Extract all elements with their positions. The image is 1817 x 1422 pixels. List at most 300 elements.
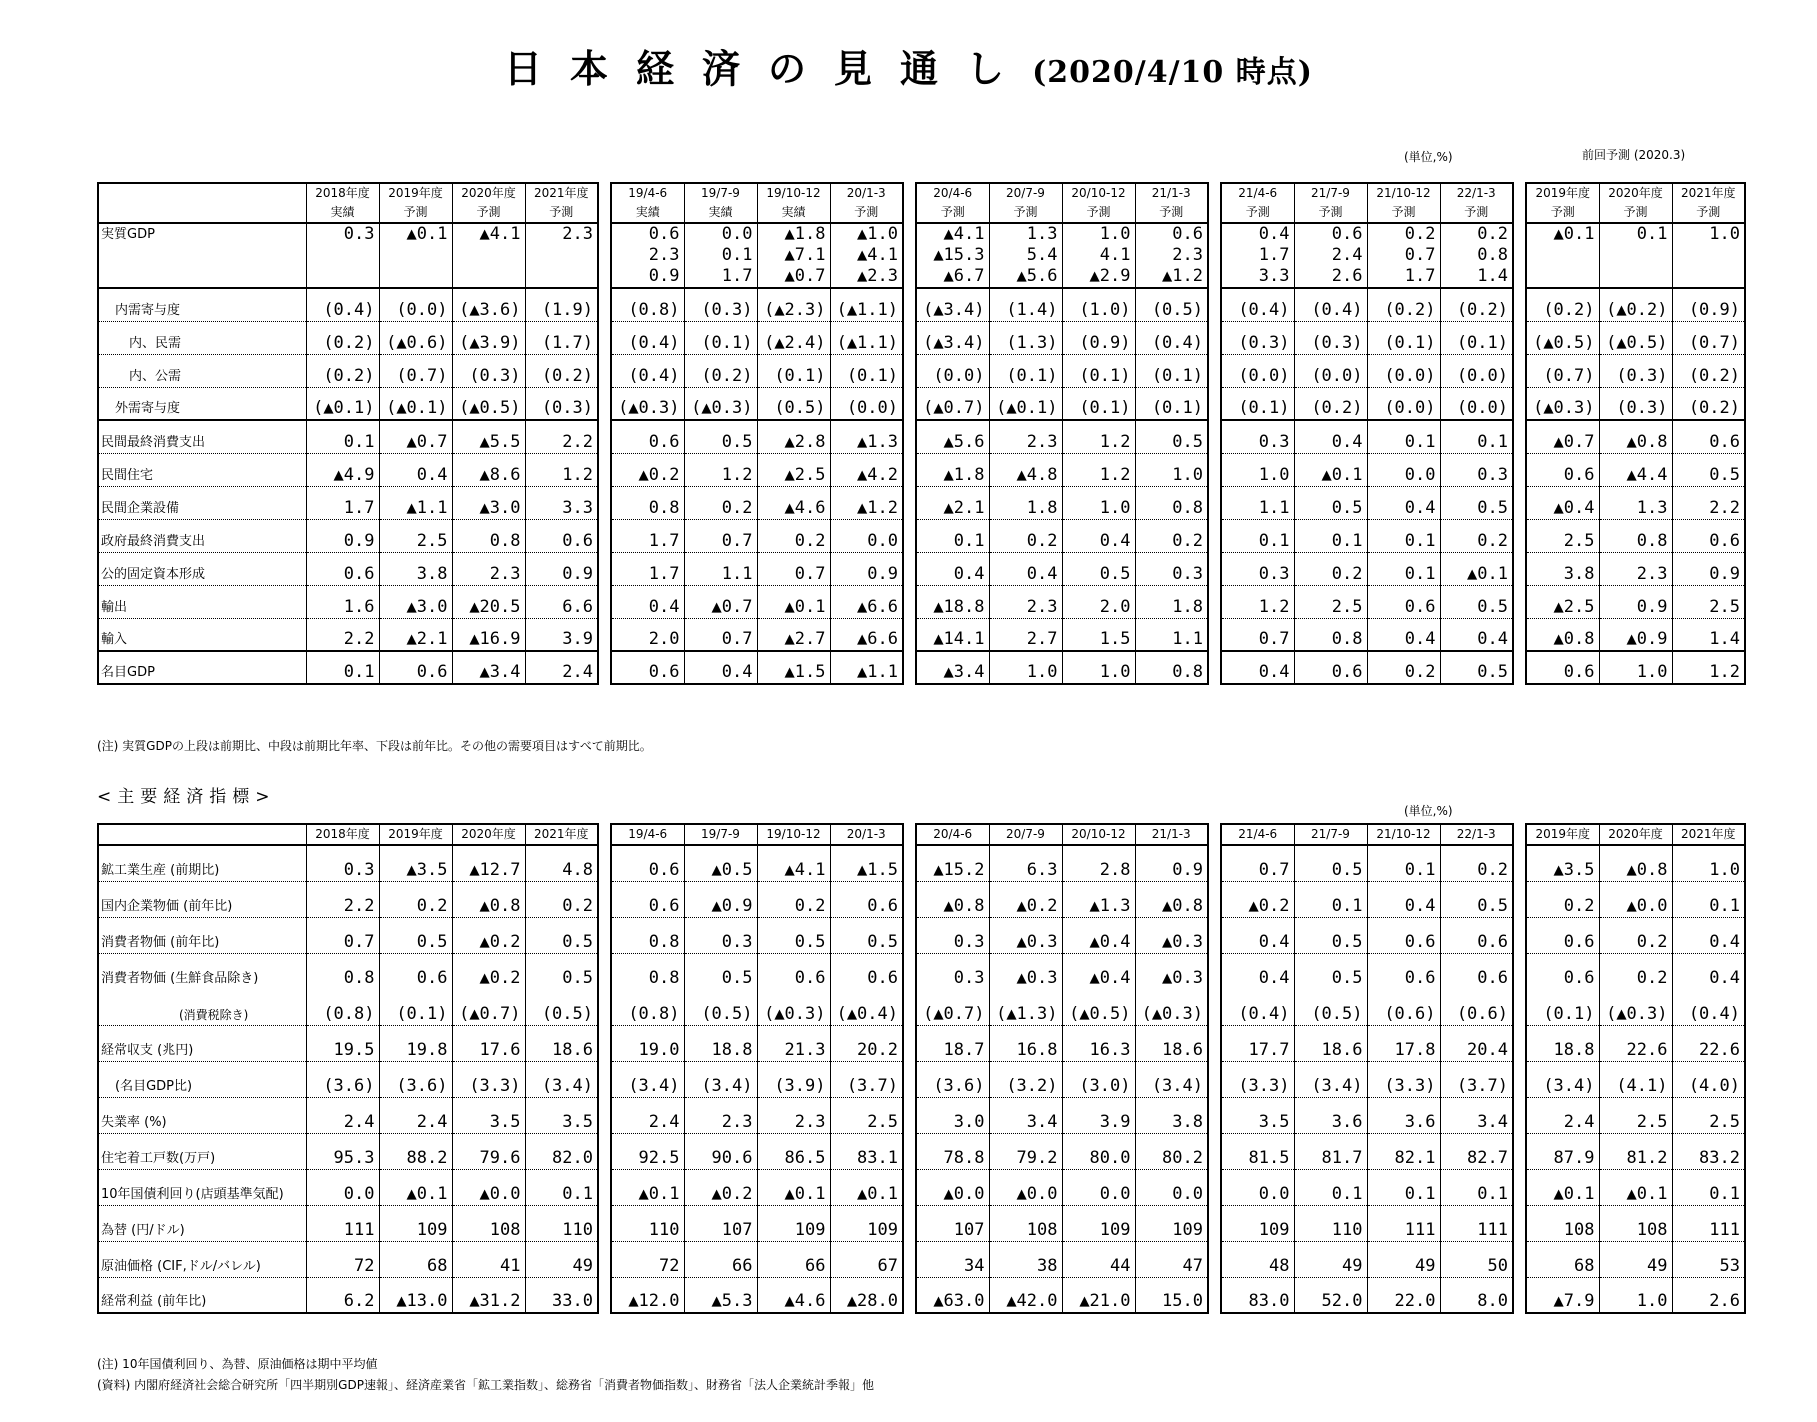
cell-value: 0.0 (1062, 1169, 1135, 1205)
cell-value: 0.9 (830, 552, 903, 585)
group-gap (1513, 953, 1526, 989)
cell-value: ▲28.0 (830, 1277, 903, 1313)
row-label: 経常収支 (兆円) (98, 1025, 306, 1061)
group-gap (1513, 1169, 1526, 1205)
cell-value: (3.9) (757, 1061, 830, 1097)
column-header: 19/4-6 (611, 824, 684, 845)
cell-value: (0.8) (611, 288, 684, 321)
cell-value: 4.8 (525, 845, 598, 881)
column-header-type: 予測 (1013, 205, 1038, 219)
cell-value: 0.6 (1672, 519, 1745, 552)
cell-value: 38 (989, 1241, 1062, 1277)
cell-value: 95.3 (306, 1133, 379, 1169)
cell-value: 20.4 (1440, 1025, 1513, 1061)
cell-value: 0.5 (1294, 486, 1367, 519)
group-gap (598, 1277, 611, 1313)
group-gap (598, 266, 611, 288)
column-header (989, 183, 1062, 223)
cell-value (379, 266, 452, 288)
cell-value: 1.1 (684, 552, 757, 585)
cell-value: 2.3 (452, 552, 525, 585)
cell-value: 0.6 (611, 223, 684, 245)
group-gap (1208, 845, 1221, 881)
cell-value: 109 (1062, 1205, 1135, 1241)
column-header-period: 20/10-12 (1071, 186, 1126, 200)
cell-value: ▲0.2 (684, 1169, 757, 1205)
column-header: 21/1-3 (1135, 824, 1208, 845)
group-gap (1513, 420, 1526, 453)
group-gap (598, 288, 611, 321)
cell-value: ▲3.5 (379, 845, 452, 881)
cell-value: 0.8 (611, 486, 684, 519)
group-gap (1513, 618, 1526, 651)
group-gap (1208, 552, 1221, 585)
group-gap (1208, 420, 1221, 453)
cell-value: (0.3) (452, 354, 525, 387)
column-header: 20/7-9 (989, 824, 1062, 845)
cell-value: 22.6 (1599, 1025, 1672, 1061)
cell-value: 0.6 (379, 953, 452, 989)
cell-value: 0.4 (1672, 917, 1745, 953)
cell-value: (0.4) (306, 288, 379, 321)
cell-value: 48 (1221, 1241, 1294, 1277)
cell-value: 88.2 (379, 1133, 452, 1169)
cell-value: 0.9 (306, 519, 379, 552)
cell-value: (0.4) (1294, 288, 1367, 321)
cell-value: (0.0) (830, 387, 903, 420)
group-gap (903, 585, 916, 618)
cell-value: (0.1) (1526, 989, 1599, 1025)
cell-value: (▲0.3) (757, 989, 830, 1025)
cell-value: (0.4) (1672, 989, 1745, 1025)
cell-value: 0.1 (525, 1169, 598, 1205)
cell-value: ▲1.8 (916, 453, 989, 486)
cell-value: 34 (916, 1241, 989, 1277)
cell-value: (▲3.4) (916, 288, 989, 321)
cell-value: 1.3 (1599, 486, 1672, 519)
cell-value: ▲0.2 (989, 881, 1062, 917)
group-gap (1208, 245, 1221, 266)
cell-value: 0.8 (1294, 618, 1367, 651)
cell-value: ▲0.1 (830, 1169, 903, 1205)
cell-value: 66 (684, 1241, 757, 1277)
group-gap (903, 245, 916, 266)
table-row (98, 953, 1745, 989)
row-label: 為替 (円/ドル) (98, 1205, 306, 1241)
table-row (98, 1025, 1745, 1061)
column-header-period: 19/7-9 (701, 186, 740, 200)
row-label: 原油価格 (CIF,ドル/バレル) (98, 1241, 306, 1277)
cell-value: (0.4) (1135, 321, 1208, 354)
cell-value: (▲0.3) (1135, 989, 1208, 1025)
column-header-type: 実績 (330, 205, 355, 219)
cell-value: (▲0.5) (1526, 321, 1599, 354)
cell-value: (▲3.6) (452, 288, 525, 321)
cell-value: 0.5 (1440, 486, 1513, 519)
cell-value: (0.5) (757, 387, 830, 420)
cell-value: 2.3 (611, 245, 684, 266)
group-gap (1208, 288, 1221, 321)
cell-value: 2.3 (1599, 552, 1672, 585)
cell-value: 2.4 (1526, 1097, 1599, 1133)
row-label: (名目GDP比) (98, 1061, 306, 1097)
row-label: 輸出 (98, 585, 306, 618)
table-row (98, 1277, 1745, 1313)
group-gap (903, 183, 916, 223)
cell-value: (0.0) (916, 354, 989, 387)
cell-value: 1.7 (684, 266, 757, 288)
cell-value: (0.5) (525, 989, 598, 1025)
group-gap (1513, 519, 1526, 552)
cell-value: (0.1) (1062, 354, 1135, 387)
group-gap (1208, 618, 1221, 651)
column-header-type: 予測 (1464, 205, 1489, 219)
group-gap (598, 245, 611, 266)
cell-value: 0.4 (1221, 953, 1294, 989)
cell-value (379, 245, 452, 266)
cell-value: 2.4 (1294, 245, 1367, 266)
group-gap (1208, 1133, 1221, 1169)
cell-value: 81.2 (1599, 1133, 1672, 1169)
cell-value: ▲0.7 (684, 585, 757, 618)
cell-value: ▲0.2 (452, 953, 525, 989)
cell-value: (0.2) (1672, 354, 1745, 387)
cell-value: 109 (830, 1205, 903, 1241)
cell-value: 1.7 (1221, 245, 1294, 266)
cell-value: ▲0.8 (1599, 845, 1672, 881)
cell-value: 86.5 (757, 1133, 830, 1169)
cell-value: 0.7 (1221, 845, 1294, 881)
cell-value: 0.9 (1672, 552, 1745, 585)
group-gap (1513, 453, 1526, 486)
cell-value: ▲2.1 (916, 486, 989, 519)
column-header (1062, 183, 1135, 223)
cell-value: 79.2 (989, 1133, 1062, 1169)
column-header-type: 予測 (1318, 205, 1343, 219)
cell-value: ▲0.0 (916, 1169, 989, 1205)
column-header-type: 実績 (635, 205, 660, 219)
column-header (916, 183, 989, 223)
group-gap (598, 486, 611, 519)
cell-value: ▲3.4 (916, 651, 989, 684)
group-gap (598, 845, 611, 881)
cell-value: 0.7 (757, 552, 830, 585)
title-date: (2020/4/10 時点) (1032, 55, 1313, 90)
cell-value: 1.0 (1221, 453, 1294, 486)
cell-value: (3.2) (989, 1061, 1062, 1097)
group-gap (903, 1061, 916, 1097)
cell-value: ▲1.1 (830, 651, 903, 684)
cell-value: 0.1 (1367, 519, 1440, 552)
cell-value: ▲4.2 (830, 453, 903, 486)
group-gap (1208, 1097, 1221, 1133)
group-gap (1208, 1277, 1221, 1313)
cell-value: (3.3) (1367, 1061, 1440, 1097)
header-corner (98, 183, 306, 223)
cell-value: ▲0.1 (379, 223, 452, 245)
cell-value: 79.6 (452, 1133, 525, 1169)
cell-value (306, 266, 379, 288)
cell-value: 0.6 (611, 845, 684, 881)
cell-value (525, 266, 598, 288)
cell-value: 0.6 (1367, 585, 1440, 618)
column-header: 20/4-6 (916, 824, 989, 845)
cell-value: 2.5 (830, 1097, 903, 1133)
cell-value: 0.1 (1221, 519, 1294, 552)
gdp-forecast-table (97, 182, 1746, 685)
cell-value: ▲2.9 (1062, 266, 1135, 288)
column-header-period: 20/7-9 (1006, 186, 1045, 200)
cell-value: 3.6 (1294, 1097, 1367, 1133)
cell-value: ▲0.2 (611, 453, 684, 486)
cell-value: ▲4.1 (452, 223, 525, 245)
cell-value: 0.7 (684, 519, 757, 552)
cell-value: 2.3 (525, 223, 598, 245)
cell-value: 2.2 (525, 420, 598, 453)
column-header-type: 予測 (1086, 205, 1111, 219)
cell-value: 0.1 (1672, 881, 1745, 917)
cell-value: 3.6 (1367, 1097, 1440, 1133)
table-row (98, 989, 1745, 1025)
cell-value: (▲0.3) (611, 387, 684, 420)
column-header: 21/10-12 (1367, 824, 1440, 845)
cell-value: 2.5 (379, 519, 452, 552)
cell-value: ▲21.0 (1062, 1277, 1135, 1313)
cell-value: ▲6.6 (830, 618, 903, 651)
cell-value: 8.0 (1440, 1277, 1513, 1313)
row-label: 公的固定資本形成 (98, 552, 306, 585)
cell-value (1526, 266, 1599, 288)
cell-value: 0.2 (1599, 917, 1672, 953)
cell-value: 1.0 (989, 651, 1062, 684)
cell-value: 0.3 (916, 917, 989, 953)
cell-value: 0.5 (1062, 552, 1135, 585)
column-header-period: 2021年度 (1680, 186, 1736, 200)
cell-value: (0.2) (525, 354, 598, 387)
cell-value: ▲1.3 (830, 420, 903, 453)
cell-value: (0.3) (1221, 321, 1294, 354)
cell-value: ▲0.9 (684, 881, 757, 917)
cell-value: 0.6 (757, 953, 830, 989)
cell-value: 0.3 (1221, 420, 1294, 453)
cell-value: 0.2 (757, 881, 830, 917)
cell-value: (0.5) (1294, 989, 1367, 1025)
cell-value: 16.8 (989, 1025, 1062, 1061)
cell-value: 0.6 (611, 651, 684, 684)
cell-value: 0.7 (1367, 245, 1440, 266)
group-gap (1208, 585, 1221, 618)
cell-value: ▲0.4 (1526, 486, 1599, 519)
cell-value: 0.8 (611, 953, 684, 989)
group-gap (1208, 881, 1221, 917)
cell-value: 111 (1367, 1205, 1440, 1241)
column-header: 2021年度 (525, 824, 598, 845)
cell-value: ▲0.1 (379, 1169, 452, 1205)
group-gap (1513, 989, 1526, 1025)
cell-value: 0.2 (1135, 519, 1208, 552)
row-label: 失業率 (%) (98, 1097, 306, 1133)
column-header: 19/7-9 (684, 824, 757, 845)
cell-value: 72 (306, 1241, 379, 1277)
group-gap (598, 387, 611, 420)
cell-value (1672, 245, 1745, 266)
group-gap (1513, 266, 1526, 288)
table-row (98, 1133, 1745, 1169)
cell-value: 1.4 (1440, 266, 1513, 288)
group-gap (1208, 651, 1221, 684)
row-label: 民間最終消費支出 (98, 420, 306, 453)
column-header: 2019年度 (1526, 824, 1599, 845)
cell-value: ▲5.5 (452, 420, 525, 453)
group-gap (1513, 1241, 1526, 1277)
cell-value: ▲0.1 (1599, 1169, 1672, 1205)
cell-value: (0.1) (1135, 354, 1208, 387)
cell-value: 0.4 (989, 552, 1062, 585)
cell-value: 0.5 (1440, 881, 1513, 917)
previous-forecast-label: 前回予測 (2020.3) (1582, 148, 1686, 162)
cell-value: (▲2.4) (757, 321, 830, 354)
cell-value: (0.2) (1367, 288, 1440, 321)
group-gap (598, 453, 611, 486)
cell-value: 0.5 (1294, 917, 1367, 953)
cell-value: 20.2 (830, 1025, 903, 1061)
column-header (611, 183, 684, 223)
cell-value: 16.3 (1062, 1025, 1135, 1061)
cell-value: ▲12.7 (452, 845, 525, 881)
cell-value: 0.4 (1440, 618, 1513, 651)
column-header-type: 予測 (1391, 205, 1416, 219)
cell-value: 109 (757, 1205, 830, 1241)
table-row (98, 453, 1745, 486)
cell-value: ▲0.1 (1526, 223, 1599, 245)
cell-value: 0.1 (1672, 1169, 1745, 1205)
table-row (98, 618, 1745, 651)
cell-value: 0.5 (379, 917, 452, 953)
cell-value: 0.8 (1599, 519, 1672, 552)
cell-value: 0.6 (1440, 917, 1513, 953)
group-gap (903, 288, 916, 321)
cell-value: 17.8 (1367, 1025, 1440, 1061)
cell-value: 0.5 (1294, 845, 1367, 881)
group-gap (1208, 354, 1221, 387)
column-header: 19/10-12 (757, 824, 830, 845)
cell-value: ▲0.3 (989, 953, 1062, 989)
row-label: 10年国債利回り(店頭基準気配) (98, 1169, 306, 1205)
cell-value: 2.3 (989, 585, 1062, 618)
cell-value: 49 (1294, 1241, 1367, 1277)
cell-value: 0.6 (379, 651, 452, 684)
cell-value: (0.4) (1221, 989, 1294, 1025)
group-gap (903, 552, 916, 585)
cell-value: 0.6 (1294, 651, 1367, 684)
group-gap (1513, 1277, 1526, 1313)
cell-value: 0.6 (1526, 917, 1599, 953)
cell-value: ▲2.8 (757, 420, 830, 453)
page-title (0, 38, 1817, 93)
cell-value: 3.4 (1440, 1097, 1513, 1133)
group-gap (1513, 486, 1526, 519)
cell-value: 2.3 (989, 420, 1062, 453)
cell-value: (▲0.1) (379, 387, 452, 420)
cell-value: ▲0.8 (452, 881, 525, 917)
cell-value: (0.0) (1440, 387, 1513, 420)
row-label: 外需寄与度 (98, 387, 306, 420)
column-header-period: 19/10-12 (766, 186, 821, 200)
table-row (98, 266, 1745, 288)
row-label (98, 245, 306, 266)
cell-value: 0.4 (1294, 420, 1367, 453)
cell-value: ▲0.8 (1526, 618, 1599, 651)
unit-label-bottom: (単位,%) (1404, 804, 1453, 818)
cell-value: 1.7 (611, 519, 684, 552)
cell-value (1672, 266, 1745, 288)
cell-value: (▲0.3) (1526, 387, 1599, 420)
cell-value: 50 (1440, 1241, 1513, 1277)
cell-value: (0.3) (1294, 321, 1367, 354)
cell-value: 0.1 (1440, 1169, 1513, 1205)
table-row (98, 223, 1745, 245)
table-row (98, 519, 1745, 552)
group-gap (598, 552, 611, 585)
cell-value: 0.9 (611, 266, 684, 288)
cell-value: 0.5 (525, 953, 598, 989)
cell-value: 0.0 (1367, 453, 1440, 486)
cell-value: (0.1) (1062, 387, 1135, 420)
cell-value: (3.0) (1062, 1061, 1135, 1097)
cell-value: 0.4 (916, 552, 989, 585)
group-gap (1208, 486, 1221, 519)
cell-value: 111 (306, 1205, 379, 1241)
cell-value: 2.5 (1526, 519, 1599, 552)
cell-value: ▲2.5 (1526, 585, 1599, 618)
cell-value: 0.6 (306, 552, 379, 585)
column-header (306, 183, 379, 223)
cell-value: 0.5 (1440, 651, 1513, 684)
table-row (98, 1169, 1745, 1205)
cell-value: 0.0 (1221, 1169, 1294, 1205)
cell-value: 0.0 (684, 223, 757, 245)
cell-value: 49 (525, 1241, 598, 1277)
cell-value: (0.0) (1367, 387, 1440, 420)
group-gap (598, 321, 611, 354)
cell-value: 81.5 (1221, 1133, 1294, 1169)
cell-value: 0.7 (306, 917, 379, 953)
column-header-period: 19/4-6 (628, 186, 668, 200)
cell-value: 1.0 (1135, 453, 1208, 486)
cell-value: ▲0.8 (1599, 420, 1672, 453)
cell-value: (0.1) (757, 354, 830, 387)
cell-value: 1.3 (989, 223, 1062, 245)
cell-value: 0.1 (1367, 552, 1440, 585)
cell-value: 49 (1599, 1241, 1672, 1277)
group-gap (598, 1205, 611, 1241)
cell-value: 3.3 (525, 486, 598, 519)
column-header-period: 2020年度 (1608, 186, 1663, 200)
cell-value: 53 (1672, 1241, 1745, 1277)
group-gap (598, 1061, 611, 1097)
cell-value: (▲2.3) (757, 288, 830, 321)
cell-value: ▲4.8 (989, 453, 1062, 486)
group-gap (903, 845, 916, 881)
cell-value: 0.8 (1135, 486, 1208, 519)
cell-value: 0.0 (830, 519, 903, 552)
column-header-type: 実績 (781, 205, 806, 219)
cell-value: 1.2 (525, 453, 598, 486)
cell-value: 0.2 (379, 881, 452, 917)
cell-value: (3.7) (1440, 1061, 1513, 1097)
cell-value: 0.9 (1135, 845, 1208, 881)
group-gap (903, 266, 916, 288)
